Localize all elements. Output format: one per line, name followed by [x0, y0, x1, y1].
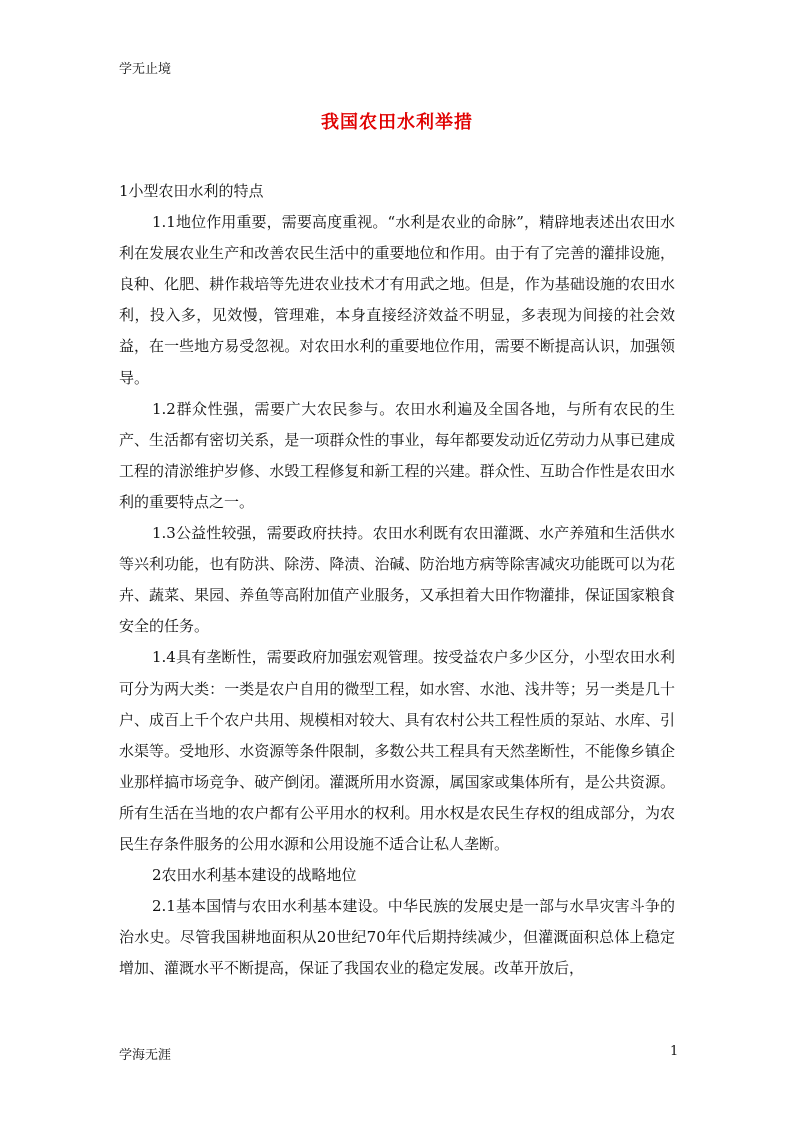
- section-heading: 2农田水利基本建设的战略地位: [152, 866, 357, 885]
- section-heading: 1小型农田水利的特点: [119, 182, 264, 200]
- document-body: [119, 176, 675, 984]
- paragraph: 1.1地位作用重要，需要高度重视。“水利是农业的命脉”，精辟地表述出农田水利在发展农业生产和改善农民生活中的重要地位和作用。由于有了完善的灌排设施，良种、化肥、耕作栽培等先进农业技术才有用武之地。但是，作为基础设施的农田水利，投入多，见效慢，管理难，本身直接经济效益不明显，多表现为间接的社会效益，在一些地方易受忽视。对农田水利的重要地位作用，需要不断提高认识，加强领导。: [119, 213, 675, 387]
- page-footer: 学海无涯: [119, 1048, 172, 1063]
- paragraph: 1.3公益性较强，需要政府扶持。农田水利既有农田灌溉、水产养殖和生活供水等兴利功能，也有防洪、除涝、降渍、治碱、防治地方病等除害减灾功能既可以为花卉、蔬菜、果园、养鱼等高附加值产业服务，又承担着大田作物灌排，保证国家粮食安全的任务。: [119, 524, 675, 636]
- page-header: 学无止境: [119, 62, 172, 77]
- paragraph: 2.1基本国情与农田水利基本建设。中华民族的发展史是一部与水旱灾害斗争的治水史。尽管我国耕地面积从20世纪70年代后期持续减少，但灌溉面积总体上稳定增加、灌溉水平不断提高，保证了我国农业的稳定发展。改革开放后，: [119, 897, 675, 978]
- page-number: 1: [670, 1044, 679, 1059]
- document-title: 我国农田水利举措: [321, 112, 473, 133]
- paragraph: 1.2群众性强，需要广大农民参与。农田水利遍及全国各地，与所有农民的生产、生活都有密切关系，是一项群众性的事业，每年都要发动近亿劳动力从事已建成工程的清淤维护岁修、水毁工程修复和新工程的兴建。群众性、互助合作性是农田水利的重要特点之一。: [119, 399, 675, 511]
- paragraph: 1.4具有垄断性，需要政府加强宏观管理。按受益农户多少区分，小型农田水利可分为两大类：一类是农户自用的微型工程，如水窖、水池、浅井等；另一类是几十户、成百上千个农户共用、规模相对较大、具有农村公共工程性质的泵站、水库、引水渠等。受地形、水资源等条件限制，多数公共工程具有天然垄断性，不能像乡镇企业那样搞市场竞争、破产倒闭。灌溉所用水资源，属国家或集体所有，是公共资源。所有生活在当地的农户都有公平用水的权利。用水权是农民生存权的组成部分，为农民生存条件服务的公用水源和公用设施不适合让私人垄断。: [119, 648, 675, 853]
